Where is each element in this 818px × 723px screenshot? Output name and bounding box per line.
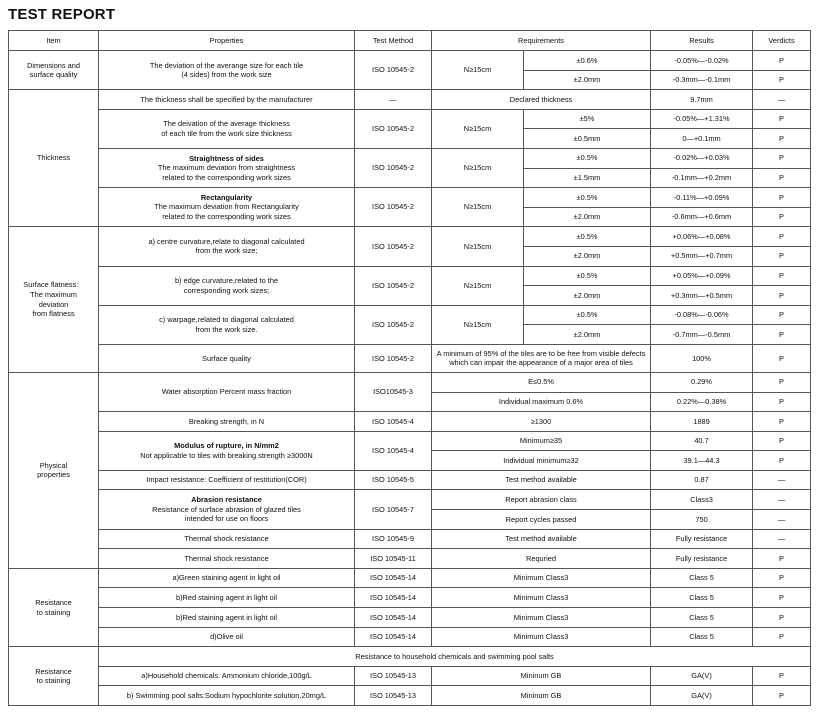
item-cell: Thickness bbox=[9, 90, 99, 227]
table-row bbox=[9, 549, 811, 569]
requirement-cell: ±2.0mm bbox=[524, 70, 651, 90]
table-row bbox=[9, 568, 811, 588]
verdict-cell: — bbox=[753, 90, 811, 110]
verdict-cell: P bbox=[753, 588, 811, 608]
result-cell: -0.05%—+1.31% bbox=[651, 109, 753, 129]
result-cell: Fully resistance bbox=[651, 529, 753, 549]
sample-size-cell: N≥15cm bbox=[432, 148, 524, 187]
result-cell: 1889 bbox=[651, 412, 753, 432]
result-cell: +0.5mm—+0.7mm bbox=[651, 246, 753, 266]
item-cell: Physical properties bbox=[9, 372, 99, 568]
verdict-cell: P bbox=[753, 549, 811, 569]
property-cell: The deivation of the average thickness of each tile from the work size thickness bbox=[99, 109, 355, 148]
method-cell: ISO 10545-13 bbox=[355, 666, 432, 686]
table-row bbox=[9, 529, 811, 549]
header-properties: Properties bbox=[99, 31, 355, 51]
requirement-cell: Minimum Class3 bbox=[432, 588, 651, 608]
method-cell: ISO 10545-2 bbox=[355, 148, 432, 187]
result-cell: +0.05%—+0.09% bbox=[651, 266, 753, 286]
table-row bbox=[9, 608, 811, 628]
verdict-cell: P bbox=[753, 207, 811, 227]
requirement-cell: Mininum GB bbox=[432, 686, 651, 706]
requirement-cell: ±2.0mm bbox=[524, 325, 651, 345]
table-row bbox=[9, 686, 811, 706]
requirement-cell: Minimum Class3 bbox=[432, 568, 651, 588]
report-title: TEST REPORT bbox=[8, 6, 116, 23]
property-cell: a)Green staining agent in light oil bbox=[99, 568, 355, 588]
test-report-table bbox=[8, 30, 811, 706]
item-cell: Dimensions and surface quality bbox=[9, 51, 99, 90]
verdict-cell: P bbox=[753, 392, 811, 412]
property-cell: Thermal shock resistance bbox=[99, 549, 355, 569]
requirement-cell: Individual maximum 0.6% bbox=[432, 392, 651, 412]
result-cell: -0.1mm—+0.2mm bbox=[651, 168, 753, 188]
verdict-cell: P bbox=[753, 168, 811, 188]
property-cell: The deviation of the averange size for each tile (4 sides) from the work size bbox=[99, 51, 355, 90]
requirement-cell: ≥1300 bbox=[432, 412, 651, 432]
property-cell: b)Red staining agent in light oil bbox=[99, 588, 355, 608]
result-cell: -0.05%—-0.02% bbox=[651, 51, 753, 71]
table-row bbox=[9, 647, 811, 667]
result-cell: -0.3mm—-0.1mm bbox=[651, 70, 753, 90]
verdict-cell: P bbox=[753, 431, 811, 451]
method-cell: ISO 10545-4 bbox=[355, 412, 432, 432]
verdict-cell: — bbox=[753, 510, 811, 530]
result-cell: Fully resistance bbox=[651, 549, 753, 569]
table-row bbox=[9, 666, 811, 686]
verdict-cell: P bbox=[753, 325, 811, 345]
method-cell: ISO 10545-2 bbox=[355, 227, 432, 266]
verdict-cell: P bbox=[753, 568, 811, 588]
header-row bbox=[9, 31, 811, 51]
method-cell: ISO 10545-14 bbox=[355, 568, 432, 588]
method-cell: ISO 10545-9 bbox=[355, 529, 432, 549]
verdict-cell: P bbox=[753, 608, 811, 628]
method-cell: ISO 10545-14 bbox=[355, 627, 432, 647]
requirement-cell: ±2.0mm bbox=[524, 207, 651, 227]
header-requirements: Requirements bbox=[432, 31, 651, 51]
property-cell: Water absorption Percent mass fraction bbox=[99, 372, 355, 411]
result-cell: 39.1—44.3 bbox=[651, 451, 753, 471]
verdict-cell: P bbox=[753, 627, 811, 647]
result-cell: 0.87 bbox=[651, 470, 753, 490]
requirement-cell: ±2.0mm bbox=[524, 246, 651, 266]
result-cell: +0.3mm—+0.5mm bbox=[651, 286, 753, 306]
table-row bbox=[9, 588, 811, 608]
requirement-cell: Requried bbox=[432, 549, 651, 569]
result-cell: 750 bbox=[651, 510, 753, 530]
result-cell: Class 5 bbox=[651, 568, 753, 588]
property-cell: Modulus of rupture, in N/mm2 Not applicable to tiles with breaking strength ≥3000N bbox=[99, 431, 355, 470]
requirement-cell: Minimum≥35 bbox=[432, 431, 651, 451]
method-cell: ISO 10545-2 bbox=[355, 266, 432, 305]
table-row bbox=[9, 109, 811, 129]
table-row bbox=[9, 431, 811, 451]
result-cell: -0.7mm—-0.5mm bbox=[651, 325, 753, 345]
property-cell: Rectangularity The maximum deviation from Rectangularity related to the corresponding work sizes bbox=[99, 188, 355, 227]
requirement-cell: ±5% bbox=[524, 109, 651, 129]
method-cell: — bbox=[355, 90, 432, 110]
method-cell: ISO 10545-2 bbox=[355, 344, 432, 372]
result-cell: -0.6mm—+0.6mm bbox=[651, 207, 753, 227]
property-cell: b) Swimming pool salts:Sodium hypochlorite solution,20mg/L bbox=[99, 686, 355, 706]
method-cell: ISO 10545-7 bbox=[355, 490, 432, 529]
requirement-cell: A minimum of 95% of the tiles are to be free from visible defects which can impair the appearance of a major area of tiles bbox=[432, 344, 651, 372]
sample-size-cell: N≥15cm bbox=[432, 266, 524, 305]
method-cell: ISO 10545-4 bbox=[355, 431, 432, 470]
verdict-cell: P bbox=[753, 109, 811, 129]
sample-size-cell: N≥15cm bbox=[432, 109, 524, 148]
result-cell: -0.08%—-0.06% bbox=[651, 305, 753, 325]
verdict-cell: P bbox=[753, 412, 811, 432]
result-cell: 0—+0.1mm bbox=[651, 129, 753, 149]
method-cell: ISO 10545-13 bbox=[355, 686, 432, 706]
requirement-cell: ±2.0mm bbox=[524, 286, 651, 306]
property-cell: Impact resistance: Coefficient of restitution(COR) bbox=[99, 470, 355, 490]
sample-size-cell: N≥15cm bbox=[432, 305, 524, 344]
header-item: Item bbox=[9, 31, 99, 51]
table-row bbox=[9, 372, 811, 392]
table-row bbox=[9, 227, 811, 247]
requirement-cell: ±0.5mm bbox=[524, 129, 651, 149]
verdict-cell: P bbox=[753, 70, 811, 90]
item-cell: Resistance to staining bbox=[9, 647, 99, 706]
table-row bbox=[9, 51, 811, 71]
header-results: Results bbox=[651, 31, 753, 51]
verdict-cell: — bbox=[753, 470, 811, 490]
result-cell: -0.02%—+0.03% bbox=[651, 148, 753, 168]
verdict-cell: P bbox=[753, 148, 811, 168]
property-cell: Breaking strength, in N bbox=[99, 412, 355, 432]
result-cell: GA(V) bbox=[651, 666, 753, 686]
requirement-cell: ±0.6% bbox=[524, 51, 651, 71]
property-cell: d)Olive oil bbox=[99, 627, 355, 647]
verdict-cell: P bbox=[753, 686, 811, 706]
table-row bbox=[9, 627, 811, 647]
requirement-cell: ±0.5% bbox=[524, 227, 651, 247]
section-header-cell: Resistance to household chemicals and swimming pool salts bbox=[99, 647, 811, 667]
table-row bbox=[9, 266, 811, 286]
table-row bbox=[9, 490, 811, 510]
table-row bbox=[9, 188, 811, 208]
requirement-cell: Mininum GB bbox=[432, 666, 651, 686]
result-cell: Class 5 bbox=[651, 627, 753, 647]
method-cell: ISO 10545-14 bbox=[355, 608, 432, 628]
requirement-cell: ±0.5% bbox=[524, 188, 651, 208]
verdict-cell: P bbox=[753, 246, 811, 266]
item-cell: Surface flatness： The maximum deviation from flatness bbox=[9, 227, 99, 373]
method-cell: ISO10545-3 bbox=[355, 372, 432, 411]
result-cell: +0.06%—+0.08% bbox=[651, 227, 753, 247]
table-row bbox=[9, 148, 811, 168]
verdict-cell: P bbox=[753, 305, 811, 325]
result-cell: 9.7mm bbox=[651, 90, 753, 110]
requirement-cell: ±0.5% bbox=[524, 305, 651, 325]
method-cell: ISO 10545-14 bbox=[355, 588, 432, 608]
property-cell: b) edge curvature,related to the corresponding work sizes; bbox=[99, 266, 355, 305]
verdict-cell: P bbox=[753, 227, 811, 247]
sample-size-cell: N≥15cm bbox=[432, 51, 524, 90]
requirement-cell: ±0.5% bbox=[524, 148, 651, 168]
verdict-cell: P bbox=[753, 286, 811, 306]
table-row bbox=[9, 470, 811, 490]
method-cell: ISO 10545-2 bbox=[355, 51, 432, 90]
sample-size-cell: N≥15cm bbox=[432, 188, 524, 227]
method-cell: ISO 10545-2 bbox=[355, 305, 432, 344]
requirement-cell: Declared thickness bbox=[432, 90, 651, 110]
requirement-cell: Individual minimum≥32 bbox=[432, 451, 651, 471]
verdict-cell: P bbox=[753, 51, 811, 71]
item-cell: Resistance to staining bbox=[9, 568, 99, 646]
result-cell: 40.7 bbox=[651, 431, 753, 451]
requirement-cell: Minimum Class3 bbox=[432, 608, 651, 628]
requirement-cell: Minimum Class3 bbox=[432, 627, 651, 647]
requirement-cell: Test method available bbox=[432, 529, 651, 549]
result-cell: -0.11%—+0.09% bbox=[651, 188, 753, 208]
requirement-cell: Report cycles passed bbox=[432, 510, 651, 530]
verdict-cell: P bbox=[753, 266, 811, 286]
verdict-cell: P bbox=[753, 344, 811, 372]
verdict-cell: P bbox=[753, 188, 811, 208]
verdict-cell: P bbox=[753, 129, 811, 149]
verdict-cell: — bbox=[753, 490, 811, 510]
verdict-cell: — bbox=[753, 529, 811, 549]
verdict-cell: P bbox=[753, 451, 811, 471]
property-cell: b)Red staining agent in light oil bbox=[99, 608, 355, 628]
method-cell: ISO 10545-2 bbox=[355, 188, 432, 227]
requirement-cell: ±1.5mm bbox=[524, 168, 651, 188]
header-verdicts: Verdicts bbox=[753, 31, 811, 51]
requirement-cell: E≤0.5% bbox=[432, 372, 651, 392]
method-cell: ISO 10545-11 bbox=[355, 549, 432, 569]
method-cell: ISO 10545-2 bbox=[355, 109, 432, 148]
method-cell: ISO 10545-5 bbox=[355, 470, 432, 490]
property-cell: Straightness of sides The maximum deviation from straightness related to the corresponding work sizes bbox=[99, 148, 355, 187]
property-cell: a) centre curvature,relate to diagonal calculated from the work size; bbox=[99, 227, 355, 266]
requirement-cell: Report abrasion class bbox=[432, 490, 651, 510]
sample-size-cell: N≥15cm bbox=[432, 227, 524, 266]
property-cell: a)Household chemicals: Ammonium chloride,100g/L bbox=[99, 666, 355, 686]
result-cell: GA(V) bbox=[651, 686, 753, 706]
requirement-cell: ±0.5% bbox=[524, 266, 651, 286]
result-cell: Class 5 bbox=[651, 608, 753, 628]
property-cell: The thickness shall be specified by the manufacturer bbox=[99, 90, 355, 110]
header-test-method: Test Method bbox=[355, 31, 432, 51]
property-cell: Thermal shock resistance bbox=[99, 529, 355, 549]
requirement-cell: Test method available bbox=[432, 470, 651, 490]
result-cell: Class3 bbox=[651, 490, 753, 510]
verdict-cell: P bbox=[753, 372, 811, 392]
property-cell: Surface quality bbox=[99, 344, 355, 372]
result-cell: 0.22%—0.38% bbox=[651, 392, 753, 412]
result-cell: Class 5 bbox=[651, 588, 753, 608]
property-cell: Abrasion resistance Resistance of surface abrasion of glazed tiles intended for use on floors bbox=[99, 490, 355, 529]
verdict-cell: P bbox=[753, 666, 811, 686]
table-row bbox=[9, 90, 811, 110]
result-cell: 0.29% bbox=[651, 372, 753, 392]
table-row bbox=[9, 344, 811, 372]
property-cell: c) warpage,related to diagonal calculated from the work size. bbox=[99, 305, 355, 344]
table-row bbox=[9, 412, 811, 432]
result-cell: 100% bbox=[651, 344, 753, 372]
table-row bbox=[9, 305, 811, 325]
